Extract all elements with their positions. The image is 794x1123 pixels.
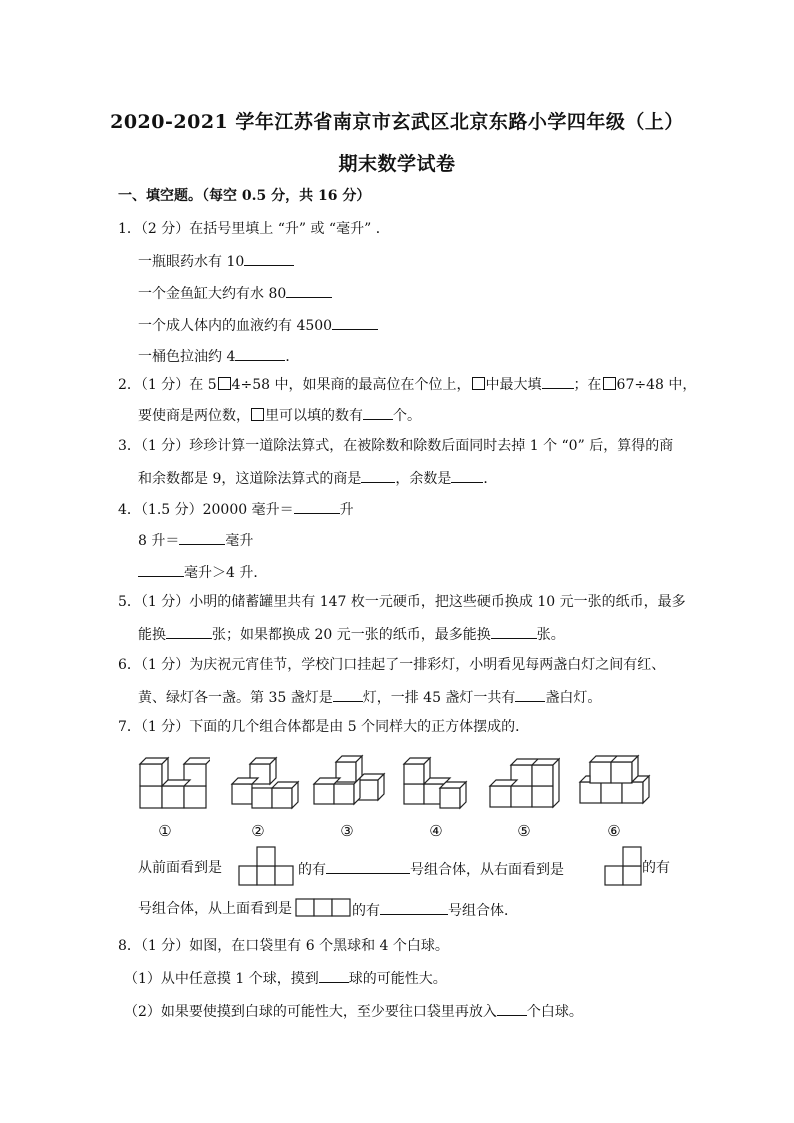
- q2-line1: [118, 374, 696, 394]
- q4-text-c2: 毫升＞4 升．: [184, 565, 268, 581]
- q7-text-r2c: 号组合体．: [448, 903, 518, 919]
- q4-text-b2: 毫升: [225, 533, 254, 549]
- q7-stem: 7．（1 分）下面的几个组合体都是由 5 个同样大的正方体摆成的．: [118, 719, 530, 735]
- q2-text-c: 中最大填: [485, 377, 542, 393]
- q3-line1: 3．（1 分）珍珍计算一道除法算式，在被除数和除数后面同时去掉 1 个 “0” 后，算得的商: [118, 438, 674, 454]
- answer-blank[interactable]: [326, 859, 410, 874]
- q2-text-d: ；在: [573, 377, 602, 393]
- q3-text-b: ，余数是: [395, 471, 452, 487]
- q7-text-r2b: 的有: [352, 903, 380, 919]
- answer-blank[interactable]: [333, 687, 363, 702]
- q6-text-a: 黄、绿灯各一盏。第 35 盏灯是: [138, 690, 333, 706]
- q5-text-a: 能换: [138, 627, 166, 643]
- cube-figure-4: [400, 750, 472, 812]
- q6-text-b: 灯，一排 45 盏灯一共有: [362, 690, 516, 706]
- q6-text-c: 盏白灯。: [545, 690, 602, 706]
- answer-blank[interactable]: [332, 315, 378, 330]
- q8-stem: 8．（1 分）如图，在口袋里有 6 个黑球和 4 个白球。: [118, 938, 449, 954]
- answer-blank[interactable]: [166, 624, 212, 639]
- q4-line3: [138, 562, 267, 582]
- figure-label-4: ④: [429, 822, 443, 840]
- q1-stem: 1．（2 分）在括号里填上 “升” 或 “毫升” ．: [118, 221, 390, 237]
- q2-text-b: 4÷58 中，如果商的最高位在个位上，: [231, 377, 471, 393]
- answer-blank[interactable]: [179, 530, 225, 545]
- answer-blank[interactable]: [319, 968, 349, 983]
- answer-blank[interactable]: [361, 468, 395, 483]
- q2-text-f: 要使商是两位数，: [138, 408, 250, 424]
- cube-figure-2: [228, 750, 300, 812]
- cube-figure-1: [138, 750, 210, 812]
- answer-blank[interactable]: [497, 1001, 527, 1016]
- q3-line2: [138, 468, 497, 488]
- q4-line1: [118, 499, 354, 519]
- q7-text-front: 从前面看到是: [138, 860, 222, 876]
- q7-row2-rest: [352, 900, 518, 920]
- q1-item-1: [138, 251, 294, 271]
- answer-blank[interactable]: [542, 374, 574, 389]
- cube-figure-6: [578, 750, 654, 812]
- answer-blank[interactable]: [363, 405, 393, 420]
- right-view-shape: [604, 846, 644, 886]
- q8-text-p1b: 球的可能性大。: [348, 971, 447, 987]
- q7-row2-a: 号组合体，从上面看到是: [138, 901, 292, 917]
- answer-blank[interactable]: [380, 900, 448, 915]
- q7-text-c: 号组合体，从右面看到是: [410, 862, 564, 878]
- q3-text-c: ．: [483, 471, 498, 487]
- cube-figures: [130, 750, 690, 820]
- q8-text-p2a: （2）如果要使摸到白球的可能性大，至少要往口袋里再放入: [124, 1004, 497, 1020]
- top-view-shape: [295, 898, 351, 918]
- answer-blank[interactable]: [491, 624, 537, 639]
- cube-figure-5: [488, 750, 560, 812]
- q8-text-p2b: 个白球。: [526, 1004, 583, 1020]
- figure-label-3: ③: [340, 822, 354, 840]
- q8-part2: [124, 1001, 583, 1021]
- q5-line1: 5．（1 分）小明的储蓄罐里共有 147 枚一元硬币，把这些硬币换成 10 元一张的纸币，最多: [118, 594, 686, 610]
- q1-item-2-text: 一个金鱼缸大约有水 80: [138, 286, 287, 302]
- answer-blank[interactable]: [244, 251, 294, 266]
- q4-text-b1: 8 升＝: [138, 533, 180, 549]
- box-square-icon: [251, 408, 264, 421]
- box-square-icon: [218, 377, 231, 390]
- q5-text-c: 张。: [536, 627, 565, 643]
- answer-blank[interactable]: [235, 346, 285, 361]
- q6-line1: 6．（1 分）为庆祝元宵佳节，学校门口挂起了一排彩灯，小明看见每两盏白灯之间有红、: [118, 657, 666, 673]
- answer-blank[interactable]: [286, 283, 332, 298]
- q4-text-a2: 升: [339, 502, 354, 518]
- front-view-shape: [238, 846, 296, 886]
- box-square-icon: [472, 377, 485, 390]
- q4-line2: [138, 530, 253, 550]
- q1-item-4-text: 一桶色拉油约 4: [138, 349, 236, 365]
- exam-title-line2: 期末数学试卷: [338, 153, 456, 175]
- q2-text-h: 个。: [393, 408, 421, 424]
- q2-text-a: 2．（1 分）在 5: [118, 377, 217, 393]
- figure-label-5: ⑤: [517, 822, 531, 840]
- q6-line2: [138, 687, 601, 707]
- q2-text-g: 里可以填的数有: [265, 408, 363, 424]
- q7-text-b: 的有: [298, 862, 326, 878]
- q7-text-d: 的有: [642, 860, 670, 876]
- answer-blank[interactable]: [138, 562, 184, 577]
- q1-item-3: [138, 315, 378, 335]
- figure-label-2: ②: [251, 822, 265, 840]
- q1-item-2: [138, 283, 332, 303]
- answer-blank[interactable]: [294, 499, 340, 514]
- q5-text-b: 张；如果都换成 20 元一张的纸币，最多能换: [212, 627, 491, 643]
- q1-end: ．: [285, 349, 300, 365]
- q1-item-3-text: 一个成人体内的血液约有 4500: [138, 318, 333, 334]
- q7-row1-mid: [298, 859, 564, 879]
- q2-text-e: 67÷48 中，: [616, 377, 697, 393]
- q2-line2: [138, 405, 421, 425]
- q1-item-1-text: 一瓶眼药水有 10: [138, 254, 245, 270]
- answer-blank[interactable]: [515, 687, 545, 702]
- q8-part1: [124, 968, 447, 988]
- exam-title-line1: 2020-2021 学年江苏省南京市玄武区北京东路小学四年级（上）: [110, 111, 684, 133]
- q5-line2: [138, 624, 565, 644]
- q8-text-p1a: （1）从中任意摸 1 个球，摸到: [124, 971, 319, 987]
- box-square-icon: [603, 377, 616, 390]
- answer-blank[interactable]: [451, 468, 483, 483]
- cube-figure-3: [312, 750, 388, 812]
- section-heading: 一、填空题。（每空 0.5 分，共 16 分）: [118, 188, 371, 204]
- q3-text-a: 和余数都是 9，这道除法算式的商是: [138, 471, 362, 487]
- figure-label-6: ⑥: [607, 822, 621, 840]
- figure-label-1: ①: [158, 822, 172, 840]
- q1-item-4: [138, 346, 299, 366]
- q4-text-a1: 4．（1.5 分）20000 毫升＝: [118, 502, 294, 518]
